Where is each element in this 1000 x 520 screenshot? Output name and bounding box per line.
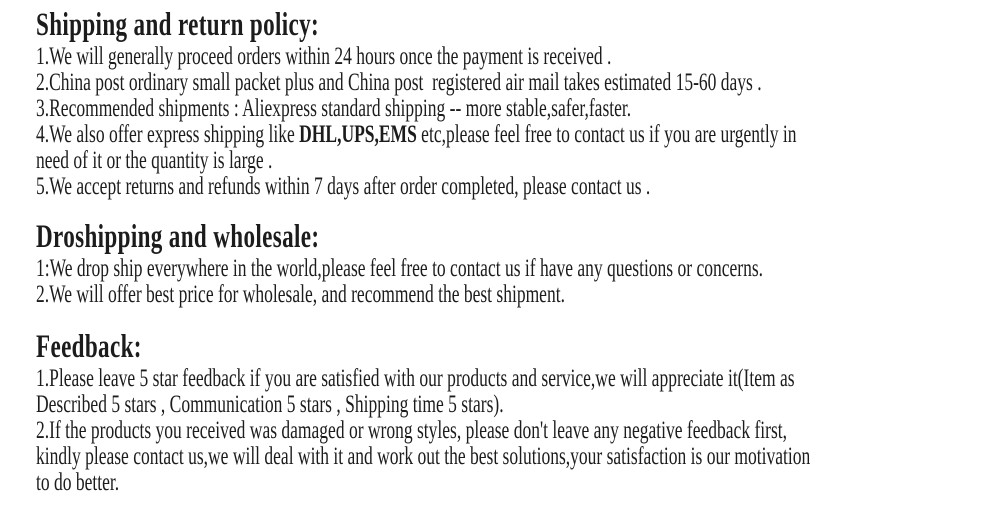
- dropshipping-item-2: 2.We will offer best price for wholesale, and recommend the best shipment.: [36, 281, 565, 308]
- feedback-item-2-line-1: 2.If the products you received was damaged or wrong styles, please don't leave any negative feedback first,: [36, 417, 788, 444]
- dropshipping-item-1: 1:We drop ship everywhere in the world,please feel free to contact us if have any questions or concerns.: [36, 255, 764, 282]
- feedback-item-2-line-2: kindly please contact us,we will deal with it and work out the best solutions,your satisfaction is our motivation: [36, 443, 811, 470]
- shipping-policy-item-4-post: etc,please feel free to contact us if you are urgently in: [416, 121, 797, 148]
- feedback-item-1-line-2: Described 5 stars , Communication 5 stars , Shipping time 5 stars).: [36, 391, 504, 418]
- feedback-item-1-line-1: 1.Please leave 5 star feedback if you are satisfied with our products and service,we will appreciate it(Item as: [36, 365, 795, 392]
- section-shipping-policy: [36, 6, 1000, 200]
- section-dropshipping-wholesale: [36, 218, 1000, 308]
- shipping-policy-item-2: 2.China post ordinary small packet plus and China post registered air mail takes estimated 15-60 days .: [36, 69, 762, 96]
- shipping-policy-item-4-line-2: need of it or the quantity is large .: [36, 147, 273, 174]
- policy-document: [36, 6, 1000, 496]
- feedback-item-2-line-3: to do better.: [36, 469, 120, 496]
- section-feedback: [36, 328, 1000, 496]
- shipping-policy-heading: Shipping and return policy:: [36, 7, 320, 43]
- shipping-policy-item-1: 1.We will generally proceed orders within 24 hours once the payment is received .: [36, 43, 612, 70]
- shipping-policy-item-4-carriers: DHL,UPS,EMS: [299, 121, 417, 148]
- shipping-policy-item-5: 5.We accept returns and refunds within 7 days after order completed, please contact us .: [36, 173, 651, 200]
- shipping-policy-item-4-line-1: [36, 122, 1000, 148]
- feedback-heading: Feedback:: [36, 329, 142, 365]
- shipping-policy-item-4-pre: 4.We also offer express shipping like: [36, 121, 300, 148]
- shipping-policy-item-3: 3.Recommended shipments : Aliexpress standard shipping -- more stable,safer,faster.: [36, 95, 632, 122]
- dropshipping-heading: Droshipping and wholesale:: [36, 219, 320, 255]
